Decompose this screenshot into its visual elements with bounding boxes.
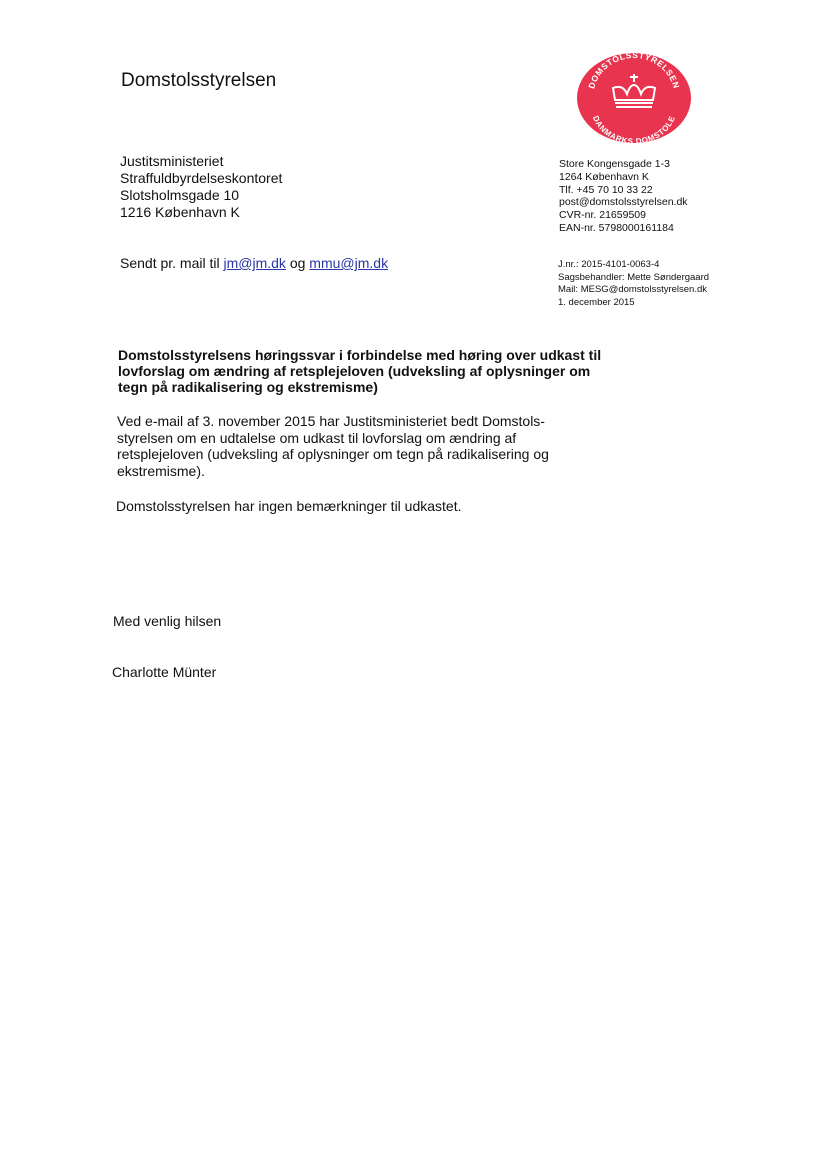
- logo-top-text: DOMSTOLSSTYRELSEN: [586, 52, 682, 90]
- domstolsstyrelsen-logo: [575, 52, 693, 144]
- signer-name: Charlotte Münter: [112, 664, 217, 680]
- organization-name: Domstolsstyrelsen: [121, 70, 277, 91]
- body-paragraph: Domstolsstyrelsen har ingen bemærkninger til udkastet.: [116, 498, 462, 514]
- sent-connector: og: [285, 255, 310, 271]
- sender-line: EAN-nr. 5798000161184: [559, 221, 674, 234]
- body-paragraph: Ved e-mail af 3. november 2015 har Justitsministeriet bedt Domstols-styrelsen om en udtalelse om udkast til lovforslag om ændring af retsplejeloven (udveksling af oplysninger om tegn på radikalisering og ekstremisme).: [117, 413, 549, 479]
- recipient-address: [120, 153, 282, 221]
- case-mail: Mail: MESG@domstolsstyrelsen.dk: [558, 284, 708, 295]
- sender-line: CVR-nr. 21659509: [559, 209, 646, 222]
- sender-address: [559, 158, 688, 235]
- email-link-mmu[interactable]: mmu@jm.dk: [309, 255, 389, 271]
- case-info: [558, 259, 709, 309]
- recipient-line: Straffuldbyrdelseskontoret: [120, 170, 283, 186]
- recipient-line: Justitsministeriet: [120, 153, 224, 169]
- letter-date: 1. december 2015: [558, 296, 635, 308]
- sender-line: post@domstolsstyrelsen.dk: [559, 196, 688, 209]
- sender-line: Tlf. +45 70 10 33 22: [559, 183, 653, 196]
- case-handler: Sagsbehandler: Mette Søndergaard: [558, 271, 710, 283]
- sent-prefix: Sendt pr. mail til: [120, 255, 224, 271]
- recipient-line: Slotsholmsgade 10: [120, 187, 240, 203]
- sender-line: Store Kongensgade 1-3: [559, 158, 670, 170]
- email-link-jm[interactable]: jm@jm.dk: [223, 255, 286, 271]
- case-number: J.nr.: 2015-4101-0063-4: [558, 259, 660, 270]
- recipient-line: 1216 København K: [120, 204, 240, 220]
- letter-subject: Domstolsstyrelsens høringssvar i forbindelse med høring over udkast til lovforslag om ændring af retsplejeloven (udveksling af oplysninger om tegn på radikalisering og ekstremisme): [118, 347, 602, 395]
- sent-line: [120, 255, 388, 271]
- sender-line: 1264 København K: [559, 170, 649, 183]
- logo-bottom-text: DANMARKS DOMSTOLE: [590, 114, 678, 144]
- closing-greeting: Med venlig hilsen: [113, 613, 222, 629]
